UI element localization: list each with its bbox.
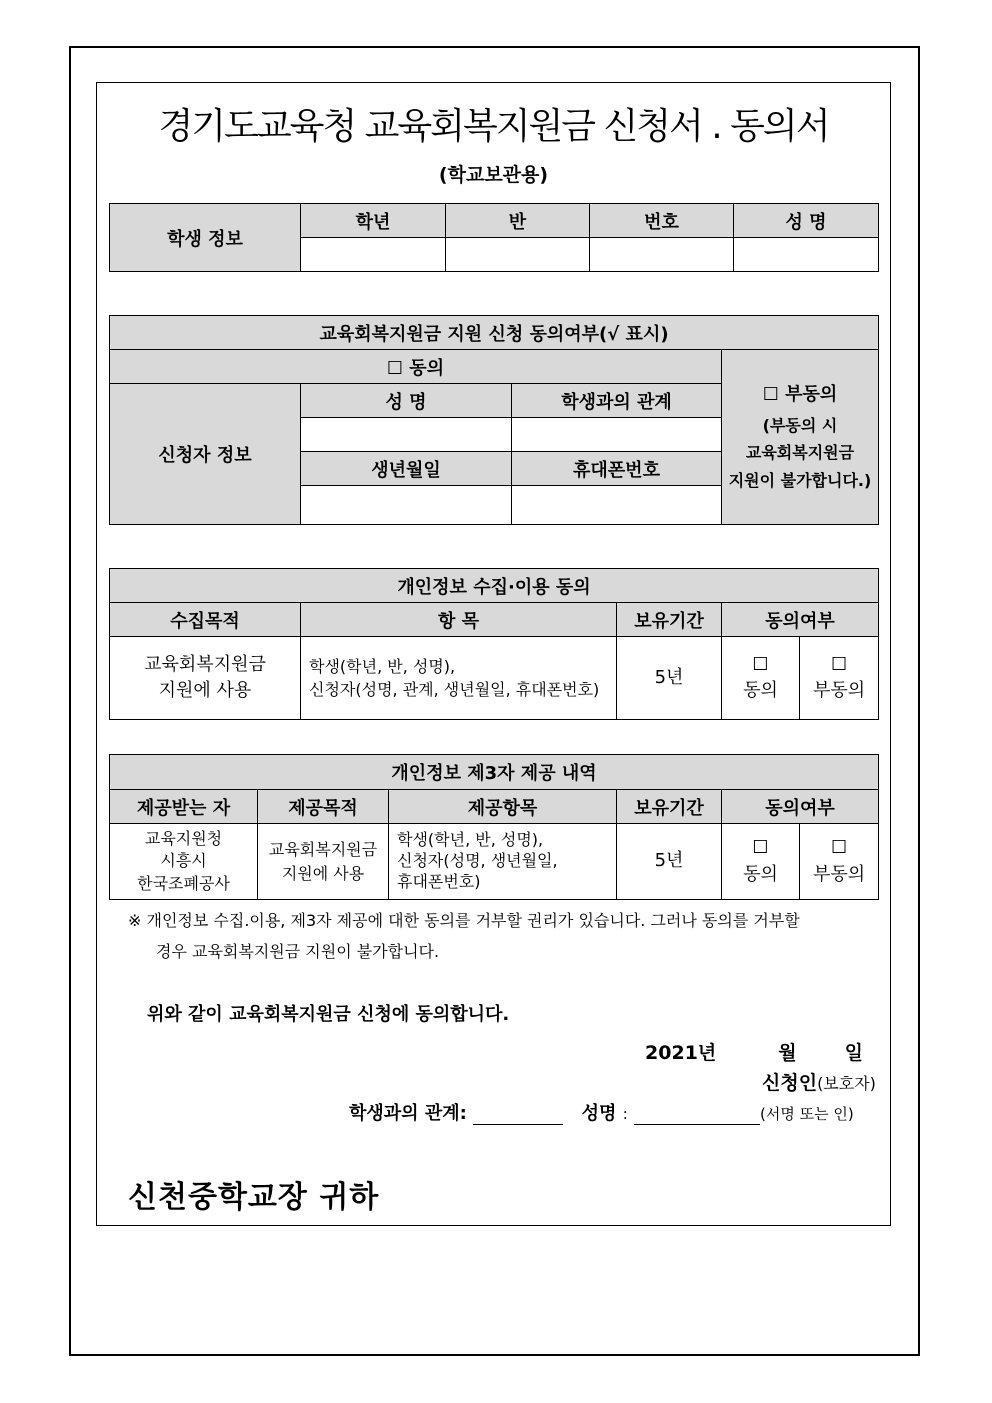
form-title: 경기도교육청 교육회복지원금 신청서 . 동의서 (158, 106, 829, 147)
collection-consent-header: 동의여부 (722, 603, 879, 637)
collection-purpose-line-2: 지원에 사용 (158, 680, 252, 701)
consent-table (109, 315, 879, 525)
collection-agree-checkbox[interactable]: ☐ (752, 653, 769, 675)
applicant-info-label: 신청자 정보 (110, 384, 301, 525)
collection-disagree-checkbox[interactable]: ☐ (830, 653, 848, 675)
applicant-line (762, 1068, 876, 1095)
disagree-checkbox[interactable]: ☐ 부동의 (762, 384, 838, 406)
signer-name-blank[interactable] (634, 1104, 760, 1125)
provision-purpose-line-2: 지원에 사용 (281, 863, 365, 883)
recipients (110, 824, 258, 900)
student-name-field[interactable] (734, 238, 879, 272)
provision-agree-label: 동의 (743, 863, 778, 885)
collection-items-line-1: 학생(학년, 반, 성명), (309, 656, 456, 676)
signer-name-label: 성명 (581, 1103, 617, 1124)
provision-disagree-label: 부동의 (812, 863, 866, 885)
grade-header: 학년 (301, 204, 446, 238)
number-header: 번호 (590, 204, 734, 238)
signature-line (349, 1099, 854, 1125)
relation-header: 학생과의 관계 (512, 384, 722, 418)
collection-disagree-label: 부동의 (812, 680, 866, 701)
consent-heading: 교육회복지원금 지원 신청 동의여부(√ 표시) (110, 316, 879, 350)
collection-period: 5년 (617, 637, 722, 720)
relation-blank[interactable] (473, 1104, 563, 1125)
collection-purpose-line-1: 교육회복지원금 (144, 653, 266, 675)
collection-purpose-header: 수집목적 (110, 603, 301, 637)
collection-purpose (110, 637, 301, 720)
privacy-collection-table (109, 568, 879, 720)
provision-items-line-2: 신청자(성명, 생년월일, (397, 851, 558, 871)
collection-items-line-2: 신청자(성명, 관계, 생년월일, 휴대폰번호) (309, 680, 600, 699)
provision-items-line-3: 휴대폰번호) (397, 871, 481, 891)
number-field[interactable] (590, 238, 734, 272)
disagree-note-line-1: (부동의 시 (762, 416, 838, 436)
agreement-statement: 위와 같이 교육회복지원금 신청에 동의합니다. (147, 1004, 510, 1025)
name-header: 성 명 (734, 204, 879, 238)
applicant-name-field[interactable] (301, 418, 512, 452)
applicant-name-header: 성 명 (301, 384, 512, 418)
disagree-cell (722, 350, 879, 525)
collection-disagree-option[interactable] (800, 637, 879, 720)
collection-items (301, 637, 617, 720)
provision-period-header: 보유기간 (617, 790, 722, 824)
provision-purpose-header: 제공목적 (258, 790, 389, 824)
phone-header: 휴대폰번호 (512, 452, 722, 486)
disagree-note-line-2: 교육회복지원금 (745, 443, 855, 463)
provision-agree-option[interactable] (722, 824, 800, 900)
student-info-label: 학생 정보 (110, 204, 301, 272)
grade-field[interactable] (301, 238, 446, 272)
collection-items-header: 항 목 (301, 603, 617, 637)
phone-field[interactable] (512, 486, 722, 525)
provision-purpose-line-1: 교육회복지원금 (268, 840, 378, 860)
recipient-header: 제공받는 자 (110, 790, 258, 824)
date-day: 일 (844, 1042, 863, 1064)
student-info-table (109, 203, 879, 272)
date-month: 월 (778, 1042, 797, 1064)
provision-disagree-option[interactable] (800, 824, 879, 900)
relation-field[interactable] (512, 418, 722, 452)
collection-agree-option[interactable] (722, 637, 800, 720)
refusal-notice (128, 905, 883, 967)
collection-agree-label: 동의 (743, 680, 778, 701)
provision-period: 5년 (617, 824, 722, 900)
privacy-collection-heading: 개인정보 수집·이용 동의 (110, 569, 879, 603)
date-line (645, 1038, 863, 1065)
applicant-role: (보호자) (817, 1074, 876, 1093)
provision-agree-checkbox[interactable]: ☐ (752, 837, 769, 859)
disagree-note-line-3: 지원이 불가합니다.) (728, 470, 872, 490)
signer-name-colon: : (622, 1105, 628, 1123)
third-party-heading: 개인정보 제3자 제공 내역 (110, 755, 879, 790)
collection-period-header: 보유기간 (617, 603, 722, 637)
provision-purpose (258, 824, 389, 900)
birth-field[interactable] (301, 486, 512, 525)
recipient-line-2: 시흥시 (160, 851, 207, 871)
provision-consent-header: 동의여부 (722, 790, 879, 824)
provision-items (389, 824, 617, 900)
class-header: 반 (446, 204, 590, 238)
provision-disagree-checkbox[interactable]: ☐ (830, 837, 848, 859)
signature-note: (서명 또는 인) (760, 1105, 854, 1123)
provision-items-header: 제공항목 (389, 790, 617, 824)
addressee: 신천중학교장 귀하 (128, 1180, 380, 1215)
birth-header: 생년월일 (301, 452, 512, 486)
relation-label: 학생과의 관계: (349, 1103, 467, 1124)
refusal-notice-line-2: 경우 교육회복지원금 지원이 불가합니다. (156, 942, 440, 961)
date-year: 2021년 (645, 1042, 717, 1064)
provision-items-line-1: 학생(학년, 반, 성명), (397, 830, 544, 850)
class-field[interactable] (446, 238, 590, 272)
agree-checkbox[interactable]: ☐ 동의 (110, 350, 722, 384)
applicant-label: 신청인 (762, 1072, 818, 1094)
recipient-line-1: 교육지원청 (144, 828, 223, 848)
recipient-line-3: 한국조폐공사 (137, 873, 230, 893)
form-subtitle: (학교보관용) (438, 164, 549, 186)
third-party-table (109, 754, 879, 900)
refusal-notice-line-1: ※ 개인정보 수집.이용, 제3자 제공에 대한 동의를 거부할 권리가 있습니다. 그러나 동의를 거부할 (128, 911, 800, 930)
